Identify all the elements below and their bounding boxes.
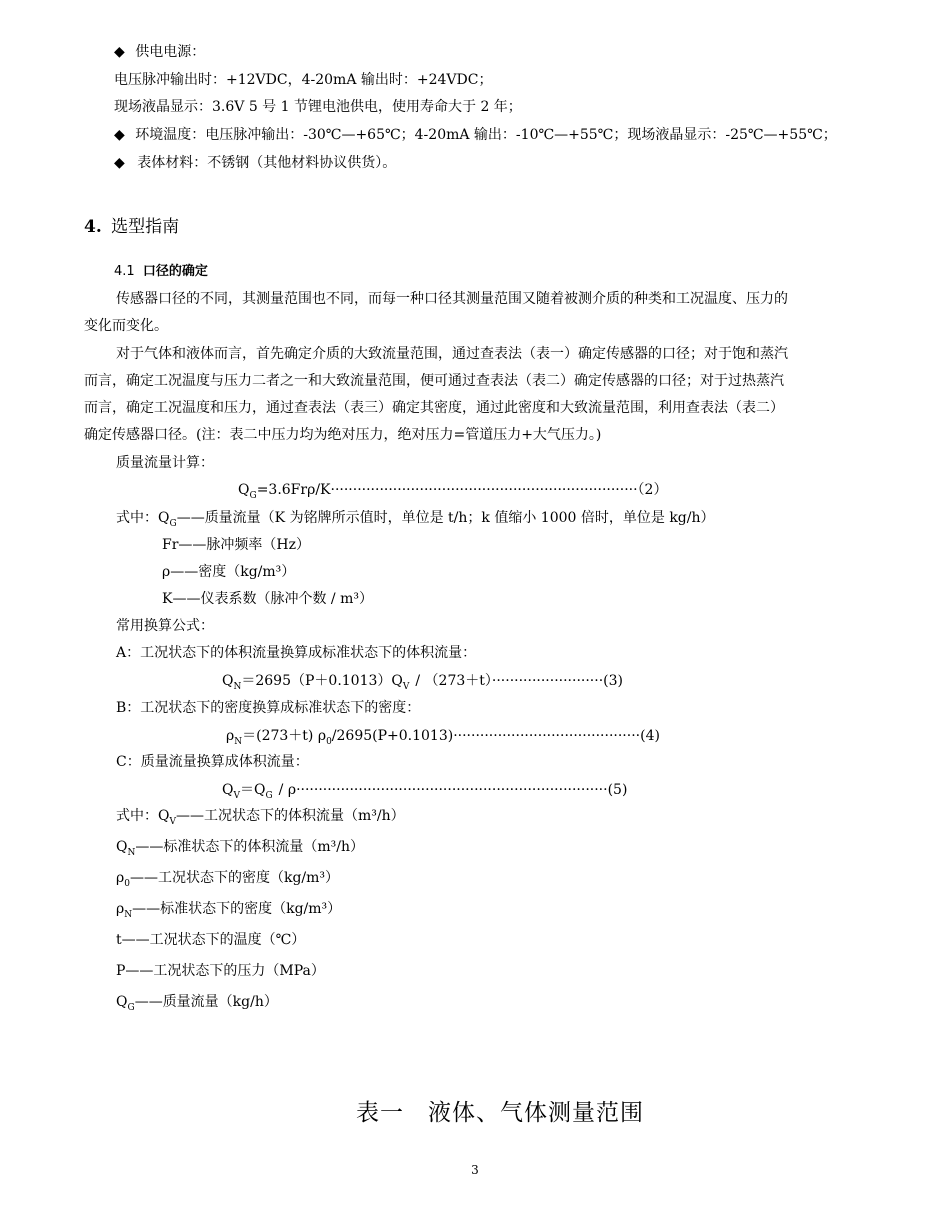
def-fr: Fr——脉冲频率（Hz） [162, 537, 310, 553]
table-title: 表一 液体、气体测量范围 [356, 1100, 644, 1126]
def-t: t——工况状态下的温度（℃） [116, 932, 306, 948]
def-qg [116, 992, 278, 1014]
def-description: ——工况状态下的体积流量（m³/h） [175, 808, 405, 824]
subsection-title: 口径的确定 [142, 264, 208, 279]
bullet-icon: ◆ [114, 44, 125, 60]
formula-end: / （273＋t）·························(3) [415, 673, 623, 689]
power-heading-text: 供电电源： [135, 44, 206, 60]
def-symbol: Q [116, 839, 128, 855]
def-rhon [116, 899, 341, 921]
where-prefix: 式中： [116, 510, 158, 526]
mass-flow-where [116, 508, 715, 530]
formula-body: ＝Q [239, 782, 266, 798]
where-symbol: Q [158, 510, 170, 526]
def-qn [116, 837, 364, 859]
def-symbol: Q [158, 808, 170, 824]
section-title: 选型指南 [111, 217, 180, 237]
formula-subscript: V [233, 791, 240, 801]
def-description: ——工况状态下的密度（kg/m³） [129, 870, 340, 886]
conversion-label: 常用换算公式： [116, 618, 214, 634]
formula-subscript: V [402, 682, 410, 692]
bullet-icon: ◆ [114, 127, 125, 143]
def-description: ——标准状态下的密度（kg/m³） [132, 901, 342, 917]
formula-b [226, 726, 660, 748]
conversion-b-label: B：工况状态下的密度换算成标准状态下的密度： [116, 700, 421, 716]
def-subscript: N [124, 910, 133, 920]
formula-symbol: Q [222, 673, 234, 689]
formula-subscript: G [249, 491, 257, 501]
formula-end: / ρ······································································(5) [278, 782, 628, 798]
mass-flow-formula [238, 480, 667, 502]
def-symbol: ρ [116, 870, 125, 886]
para1-line-2: 变化而变化。 [84, 318, 168, 334]
formula-subscript: 0 [326, 737, 332, 747]
formula-body: =3.6Frρ/K·····································································（2） [256, 482, 668, 498]
para2-line-1: 对于气体和液体而言，首先确定介质的大致流量范围，通过查表法（表一）确定传感器的口径；对于饱和蒸汽 [116, 346, 788, 362]
bullet-icon: ◆ [114, 155, 125, 171]
subsection-number: 4.1 [114, 264, 135, 279]
conversion-c-label: C：质量流量换算成体积流量： [116, 754, 309, 770]
formula-subscript: G [265, 791, 273, 801]
def-k: K——仪表系数（脉冲个数 / m³） [162, 591, 373, 607]
section-heading [84, 217, 179, 237]
def-subscript: 0 [124, 879, 130, 889]
env-temperature-line [114, 125, 837, 145]
def-description: ——标准状态下的体积流量（m³/h） [135, 839, 364, 855]
def-symbol: ρ [116, 901, 125, 917]
material-line [114, 153, 396, 173]
para2-line-4: 确定传感器口径。(注：表二中压力均为绝对压力，绝对压力=管道压力+大气压力。) [84, 427, 602, 443]
def-rho: ρ——密度（kg/m³） [162, 564, 296, 580]
formula-a [222, 671, 623, 693]
formula-body: ＝2695（P＋0.1013）Q [241, 673, 403, 689]
def-symbol: Q [116, 994, 128, 1010]
where-subscript: G [169, 519, 177, 529]
power-supply-heading [114, 42, 205, 62]
formula-subscript: N [233, 682, 242, 692]
def-subscript: V [169, 817, 176, 827]
env-temperature-text: 环境温度：电压脉冲输出：-30℃—+65℃；4-20mA 输出：-10℃—+55℃；现场液晶显示：-25℃—+55℃； [135, 127, 837, 143]
formula-symbol: ρ [226, 728, 235, 744]
formula-symbol: Q [238, 482, 250, 498]
where-description: ——质量流量（K 为铭牌所示值时，单位是 t/h；k 值缩小 1000 倍时，单位是 kg/h） [176, 510, 715, 526]
where-prefix: 式中： [116, 808, 158, 824]
def-p: P——工况状态下的压力（MPa） [116, 963, 325, 979]
def-description: ——质量流量（kg/h） [134, 994, 278, 1010]
conversion-a-label: A：工况状态下的体积流量换算成标准状态下的体积流量： [116, 645, 477, 661]
formula-subscript: N [234, 737, 243, 747]
mass-calc-label: 质量流量计算： [116, 455, 214, 471]
formula-body: ＝(273＋t) ρ [242, 728, 327, 744]
formula-symbol: Q [222, 782, 234, 798]
def-subscript: N [127, 848, 136, 858]
power-line-2: 现场液晶显示：3.6V 5 号 1 节锂电池供电，使用寿命大于 2 年； [114, 99, 522, 115]
page-number: 3 [471, 1163, 479, 1177]
section-number: 4. [84, 217, 102, 237]
material-text: 表体材料：不锈钢（其他材料协议供货）。 [137, 155, 397, 171]
formula-c [222, 780, 627, 802]
def-rho0 [116, 868, 339, 890]
formula-end: /2695(P+0.1013)··········································(4) [331, 728, 660, 744]
para2-line-3: 而言，确定工况温度和压力，通过查表法（表三）确定其密度，通过此密度和大致流量范围，利用查表法（表二） [84, 400, 784, 416]
power-line-1: 电压脉冲输出时：+12VDC，4-20mA 输出时：+24VDC； [114, 72, 493, 88]
subsection-heading [114, 262, 208, 282]
para1-line-1: 传感器口径的不同，其测量范围也不同，而每一种口径其测量范围又随着被测介质的种类和工况温度、压力的 [116, 291, 788, 307]
def-qv [116, 806, 405, 828]
def-subscript: G [127, 1003, 135, 1013]
para2-line-2: 而言，确定工况温度与压力二者之一和大致流量范围，便可通过查表法（表二）确定传感器的口径；对于过热蒸汽 [84, 373, 784, 389]
